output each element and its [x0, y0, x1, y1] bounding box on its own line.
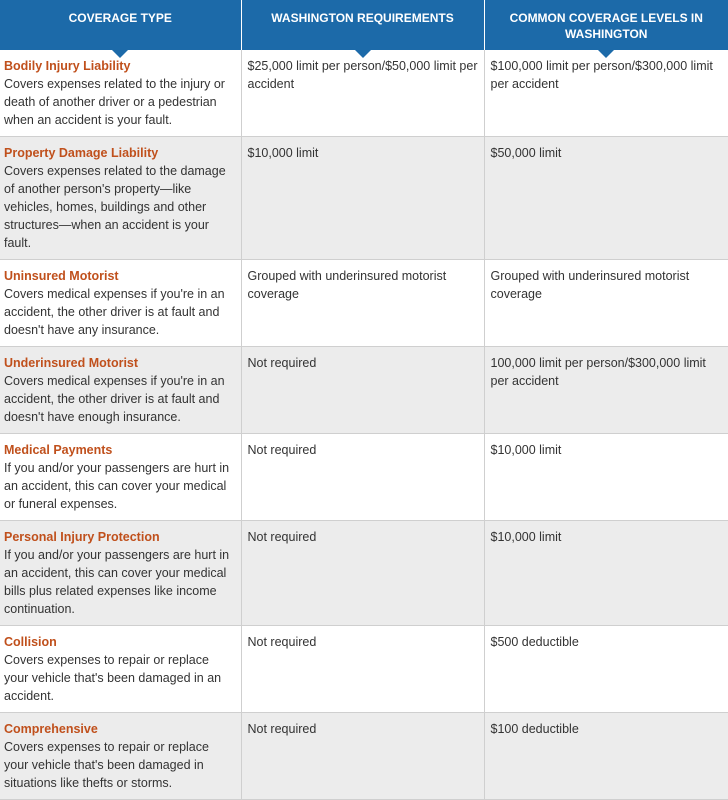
table-header-row	[0, 0, 728, 50]
coverage-description: Covers medical expenses if you're in an accident, the other driver is at fault and doesn't have any insurance.	[4, 287, 225, 337]
common-level-cell: 100,000 limit per person/$300,000 limit per accident	[484, 347, 728, 434]
coverage-type-cell	[0, 434, 241, 521]
coverage-name: Underinsured Motorist	[4, 356, 139, 370]
common-level-cell: $10,000 limit	[484, 521, 728, 626]
common-level-cell: $100,000 limit per person/$300,000 limit per accident	[484, 50, 728, 137]
coverage-name: Comprehensive	[4, 722, 98, 736]
coverage-name: Medical Payments	[4, 443, 113, 457]
table-row	[0, 137, 728, 260]
header-label: COMMON COVERAGE LEVELS IN WASHINGTON	[509, 11, 703, 41]
coverage-description: If you and/or your passengers are hurt in an accident, this can cover your medical or funeral expenses.	[4, 461, 230, 511]
table-row	[0, 713, 728, 800]
coverage-type-cell	[0, 521, 241, 626]
coverage-name: Personal Injury Protection	[4, 530, 160, 544]
header-washington-requirements	[241, 0, 484, 50]
coverage-type-cell	[0, 50, 241, 137]
table-row	[0, 347, 728, 434]
requirement-cell: Grouped with underinsured motorist coverage	[241, 260, 484, 347]
coverage-type-cell	[0, 713, 241, 800]
coverage-type-cell	[0, 347, 241, 434]
requirement-cell: Not required	[241, 626, 484, 713]
coverage-type-cell	[0, 260, 241, 347]
common-level-cell: $500 deductible	[484, 626, 728, 713]
header-pointer-icon	[355, 50, 371, 58]
table-row	[0, 434, 728, 521]
coverage-name: Bodily Injury Liability	[4, 59, 131, 73]
requirement-cell: Not required	[241, 521, 484, 626]
coverage-name: Property Damage Liability	[4, 146, 159, 160]
table-row	[0, 521, 728, 626]
header-label: COVERAGE TYPE	[68, 11, 172, 25]
coverage-description: Covers expenses related to the injury or death of another driver or a pedestrian when an accident is your fault.	[4, 77, 225, 127]
coverage-description: Covers medical expenses if you're in an accident, the other driver is at fault and doesn't have enough insurance.	[4, 374, 225, 424]
header-coverage-type	[0, 0, 241, 50]
common-level-cell: $100 deductible	[484, 713, 728, 800]
requirement-cell: Not required	[241, 434, 484, 521]
coverage-type-cell	[0, 137, 241, 260]
coverage-type-cell	[0, 626, 241, 713]
coverage-description: If you and/or your passengers are hurt in an accident, this can cover your medical bills plus related expenses like income continuation.	[4, 548, 230, 616]
coverage-name: Uninsured Motorist	[4, 269, 119, 283]
requirement-cell: $25,000 limit per person/$50,000 limit per accident	[241, 50, 484, 137]
table-row	[0, 50, 728, 137]
table-row	[0, 260, 728, 347]
coverage-description: Covers expenses to repair or replace your vehicle that's been damaged in situations like thefts or storms.	[4, 740, 209, 790]
header-label: WASHINGTON REQUIREMENTS	[271, 11, 454, 25]
coverage-description: Covers expenses to repair or replace your vehicle that's been damaged in an accident.	[4, 653, 222, 703]
common-level-cell: $50,000 limit	[484, 137, 728, 260]
requirement-cell: $10,000 limit	[241, 137, 484, 260]
requirement-cell: Not required	[241, 713, 484, 800]
coverage-name: Collision	[4, 635, 57, 649]
table-row	[0, 626, 728, 713]
requirement-cell: Not required	[241, 347, 484, 434]
common-level-cell: Grouped with underinsured motorist coverage	[484, 260, 728, 347]
header-pointer-icon	[112, 50, 128, 58]
common-level-cell: $10,000 limit	[484, 434, 728, 521]
coverage-description: Covers expenses related to the damage of another person's property—like vehicles, homes, buildings and other structures—when an accident is your fault.	[4, 164, 226, 250]
header-pointer-icon	[598, 50, 614, 58]
header-common-coverage-levels	[484, 0, 728, 50]
